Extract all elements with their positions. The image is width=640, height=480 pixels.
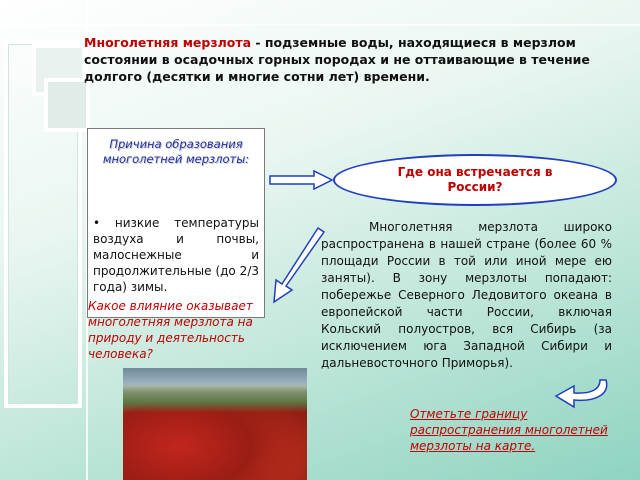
- question-text: Где она встречается в России?: [397, 165, 553, 194]
- title-definition: - подземные воды, находящиеся в мерзлом состоянии в осадочных горных породах и не оттаивающие в течение долгого (десятки и многие сотни лет) времени.: [84, 35, 590, 84]
- arrow-right-icon: [268, 170, 334, 190]
- cause-text: [93, 215, 259, 295]
- cause-description: низкие температуры воздуха и почвы, малоснежные и продолжительные (до 2/3 года) зимы.: [93, 216, 259, 294]
- distribution-text: Многолетняя мерзлота широко распространена в нашей стране (более 60 % площади России в той или иной мере ею заняты). В зону мерзлоты попадают: побережье Северного Ледовитого океана в европейской части России, включая Кольский полуостров, вся Сибирь (за исключением юга Западной Сибири и дальневосточного Приморья).: [321, 220, 612, 370]
- bullet-icon: •: [93, 216, 101, 230]
- decorative-square: [44, 78, 90, 132]
- cause-box: [87, 128, 265, 318]
- decorative-line-horizontal: [0, 24, 640, 26]
- influence-question: Какое влияние оказывает многолетняя мерзлота на природу и деятельность человека?: [88, 299, 253, 361]
- tundra-photo: [123, 368, 307, 480]
- arrow-down-left-icon: [268, 222, 328, 306]
- title-term: Многолетняя мерзлота: [84, 35, 252, 50]
- cause-heading: Причина образования многолетней мерзлоты:: [102, 137, 250, 166]
- question-ellipse: [333, 154, 617, 206]
- slide-title: [84, 34, 624, 85]
- map-task-text: Отметьте границу распространения многолетней мерзлоты на карте.: [410, 407, 608, 453]
